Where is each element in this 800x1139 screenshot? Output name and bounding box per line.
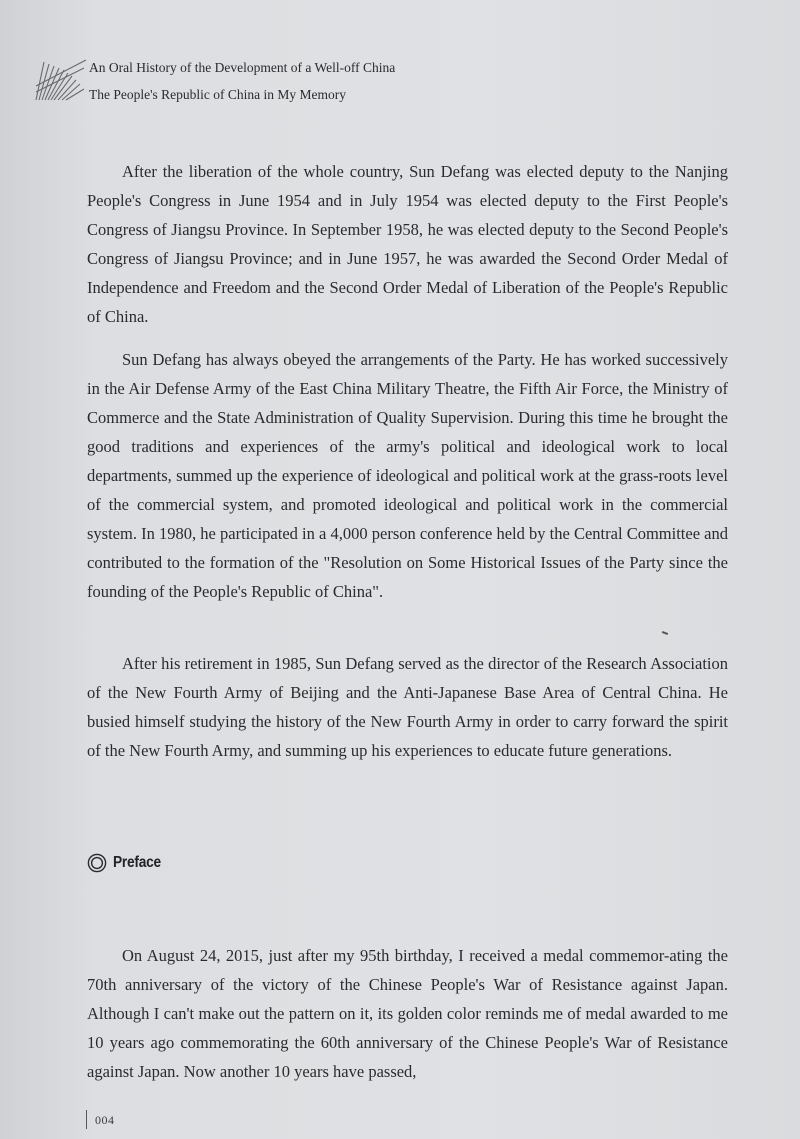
preface-heading [87, 853, 169, 873]
preface-label: Preface [113, 854, 161, 871]
paragraph-retirement [87, 649, 728, 765]
paragraph-election [87, 157, 728, 331]
paragraph-text: After the liberation of the whole country, Sun Defang was elected deputy to the Nanjing People's Congress in June 1954 and in July 1954 was elected deputy to the First People's Congress of Jiangsu Province. In September 1958, he was elected deputy to the Second People's Congress of Jiangsu Province; and in June 1957, he was awarded the Second Order Medal of Independence and Freedom and the Second Order Medal of Liberation of the People's Republic of China. [87, 162, 728, 326]
stripes-logo-icon [34, 56, 88, 104]
paragraph-preface [87, 941, 728, 1086]
book-title: The People's Republic of China in My Memory [89, 87, 347, 102]
paragraph-career [87, 345, 728, 606]
footer-divider [86, 1110, 87, 1129]
paragraph-text: Sun Defang has always obeyed the arrangements of the Party. He has worked successively in the Air Defense Army of the East China Military Theatre, the Fifth Air Force, the Ministry of Commerce and the State Administration of Quality Supervision. During this time he brought the good traditions and experiences of the army's political and ideological work to local departments, summed up the experience of ideological and political work at the grass-roots level of the commercial system, and promoted ideological and political work in the commercial system. In 1980, he participated in a 4,000 person conference held by the Central Committee and contributed to the formation of the "Resolution on Some Historical Issues of the Party since the founding of the People's Republic of China". [87, 350, 728, 601]
paragraph-text: On August 24, 2015, just after my 95th birthday, I received a medal commemor-ating the 70th anniversary of the victory of the Chinese People's War of Resistance against Japan. Although I can't make out the pattern on it, its golden color reminds me of medal awarded to me 10 years ago commemorating the 60th anniversary of the Chinese People's War of Resistance against Japan. Now another 10 years have passed, [87, 946, 728, 1081]
double-circle-icon [87, 853, 107, 873]
series-title: An Oral History of the Development of a Well-off China [89, 60, 396, 75]
paragraph-text: After his retirement in 1985, Sun Defang served as the director of the Research Association of the New Fourth Army of Beijing and the Anti-Japanese Base Area of Central China. He busied himself studying the history of the New Fourth Army in order to carry forward the spirit of the New Fourth Army, and summing up his experiences to educate future generations. [87, 654, 728, 760]
page-number: 004 [95, 1113, 115, 1127]
stray-mark [662, 631, 668, 635]
